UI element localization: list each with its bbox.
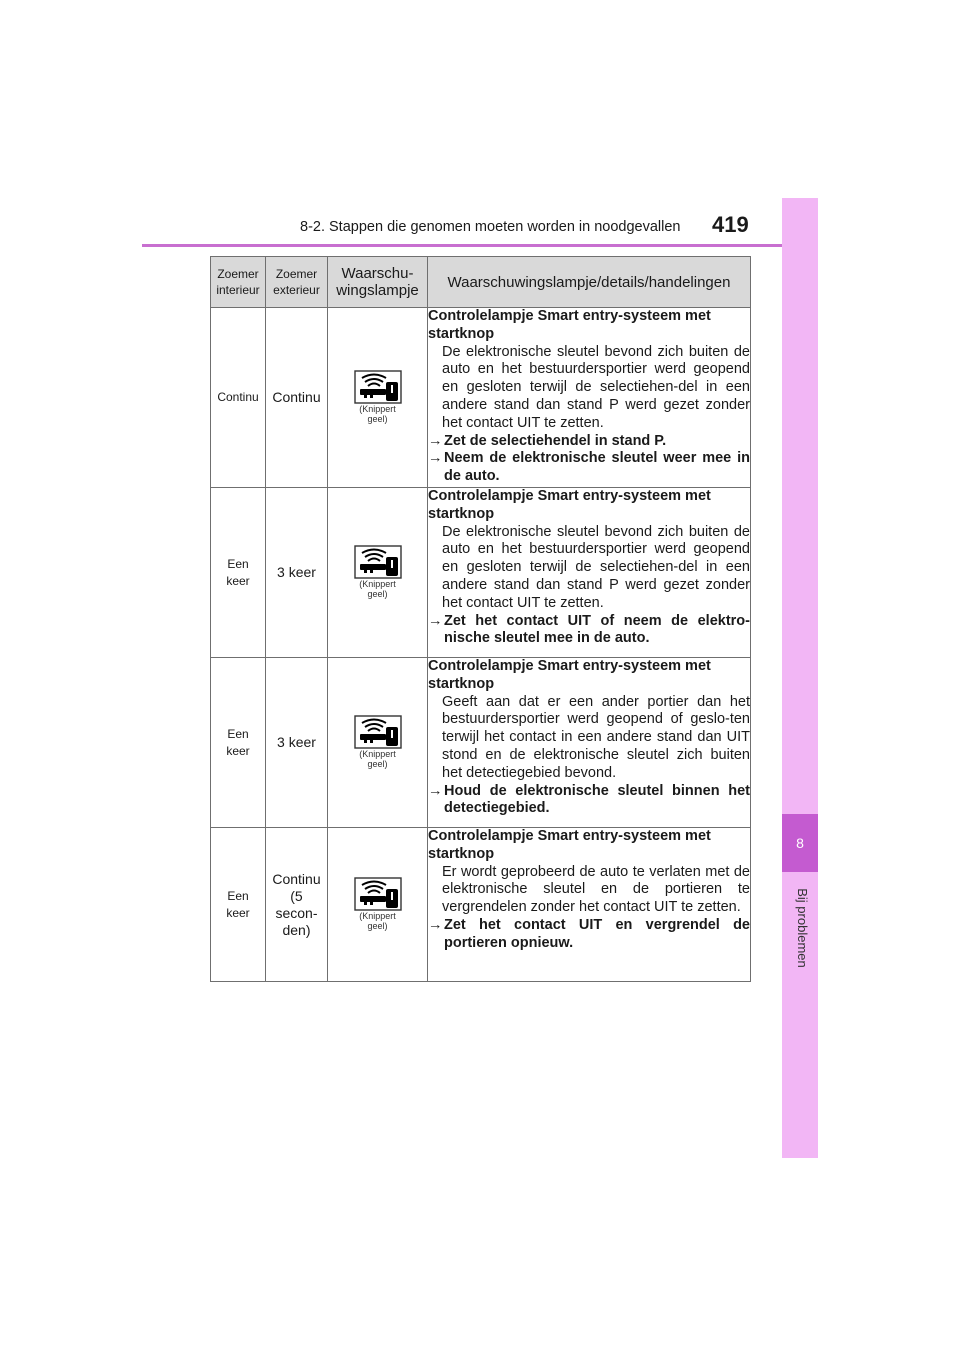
header-rule	[142, 244, 818, 247]
exterior-line: Continu	[272, 389, 321, 405]
buzzer-interior-cell	[211, 308, 266, 488]
exterior-line: den)	[282, 921, 311, 938]
warning-lamp	[354, 370, 402, 424]
buzzer-interior-cell	[211, 488, 266, 658]
indicator-title: Controlelampje Smart entry-systeem met startknop	[428, 658, 711, 692]
buzzer-exterior-cell	[266, 828, 328, 982]
table-row	[211, 658, 751, 828]
exterior-line: 3 keer	[277, 734, 316, 750]
warning-light-cell	[328, 828, 428, 982]
smart-key-warning-icon	[354, 877, 402, 911]
warning-lamp	[354, 715, 402, 769]
buzzer-exterior-cell	[266, 658, 328, 828]
interior-line: keer	[226, 905, 250, 920]
action-item: → Zet de selectiehendel in stand P.	[428, 432, 667, 449]
warning-light-cell	[328, 308, 428, 488]
header-warning-light: Waarschu- wingslampje	[328, 257, 428, 308]
action-item: → Houd de elektronische sleutel binnen het detectiegebied.	[428, 782, 750, 817]
interior-line: Continu	[217, 390, 259, 404]
indicator-title: Controlelampje Smart entry-systeem met startknop	[428, 828, 711, 862]
page-header-title: 8-2. Stappen die genomen moeten worden in noodgevallen	[300, 219, 681, 235]
arrow-right-icon: →	[428, 916, 443, 933]
warning-table	[210, 256, 751, 982]
indicator-description: Geeft aan dat er een ander portier dan het bestuurdersportier werd geopend of geslo-ten terwijl het contact in een andere stand dan UIT stond en de elektronische sleutel zich buiten het detectiegebied bevond.	[442, 693, 750, 781]
arrow-right-icon: →	[428, 612, 443, 629]
buzzer-exterior-cell	[266, 488, 328, 658]
header-details: Waarschuwingslampje/details/handelingen	[428, 257, 751, 308]
arrow-right-icon: →	[428, 432, 443, 449]
chapter-number-tab: 8	[782, 814, 818, 872]
indicator-description: De elektronische sleutel bevond zich buiten de auto en het bestuurdersportier werd geopend en gesloten terwijl de selectiehen-del in een andere stand dan stand P werd gezet zonder het contact UIT te zetten.	[442, 523, 750, 611]
warning-light-cell	[328, 488, 428, 658]
table-row	[211, 828, 751, 982]
indicator-description: Er wordt geprobeerd de auto te verlaten met de elektronische sleutel en de portieren te vergrendelen zonder het contact UIT te zetten.	[442, 863, 750, 916]
lamp-note: (Knippert geel)	[359, 578, 396, 599]
exterior-line: Continu	[272, 870, 321, 887]
details-cell	[428, 488, 751, 658]
details-cell	[428, 828, 751, 982]
interior-line: keer	[226, 743, 250, 758]
interior-line: keer	[226, 573, 250, 588]
action-item: → Zet het contact UIT en vergrendel de portieren opnieuw.	[428, 916, 750, 951]
warning-lamp	[354, 877, 402, 931]
table-row	[211, 488, 751, 658]
warning-light-cell	[328, 658, 428, 828]
details-cell	[428, 308, 751, 488]
header-buzzer-interior: Zoemer interieur	[211, 257, 266, 308]
lamp-note: (Knippert geel)	[359, 748, 396, 769]
action-item: → Neem de elektronische sleutel weer mee in de auto.	[428, 450, 750, 485]
exterior-line: (5	[290, 887, 303, 904]
interior-line: Een	[227, 556, 249, 571]
warning-lamp	[354, 545, 402, 599]
arrow-right-icon: →	[428, 782, 443, 799]
indicator-title: Controlelampje Smart entry-systeem met startknop	[428, 488, 711, 522]
header-buzzer-exterior: Zoemer exterieur	[266, 257, 328, 308]
buzzer-exterior-cell	[266, 308, 328, 488]
lamp-note: (Knippert geel)	[359, 403, 396, 424]
indicator-description: De elektronische sleutel bevond zich buiten de auto en het bestuurdersportier werd geopend en gesloten terwijl de selectiehen-del in een andere stand dan stand P werd gezet zonder het contact UIT te zetten.	[442, 343, 750, 431]
buzzer-interior-cell	[211, 828, 266, 982]
interior-line: Een	[227, 726, 249, 741]
lamp-note: (Knippert geel)	[359, 910, 396, 931]
table-row	[211, 308, 751, 488]
buzzer-interior-cell	[211, 658, 266, 828]
exterior-line: 3 keer	[277, 564, 316, 580]
interior-line: Een	[227, 888, 249, 903]
table-header-row	[211, 257, 751, 308]
smart-key-warning-icon	[354, 715, 402, 749]
exterior-line: secon-	[275, 904, 318, 921]
chapter-label: Bij problemen	[795, 888, 810, 968]
chapter-side-tab	[782, 198, 818, 1158]
action-item: → Zet het contact UIT of neem de elektro-nische sleutel mee in de auto.	[428, 612, 750, 647]
smart-key-warning-icon	[354, 545, 402, 579]
smart-key-warning-icon	[354, 370, 402, 404]
arrow-right-icon: →	[428, 450, 443, 467]
indicator-title: Controlelampje Smart entry-systeem met startknop	[428, 308, 711, 342]
page-number: 419	[712, 212, 749, 237]
details-cell	[428, 658, 751, 828]
